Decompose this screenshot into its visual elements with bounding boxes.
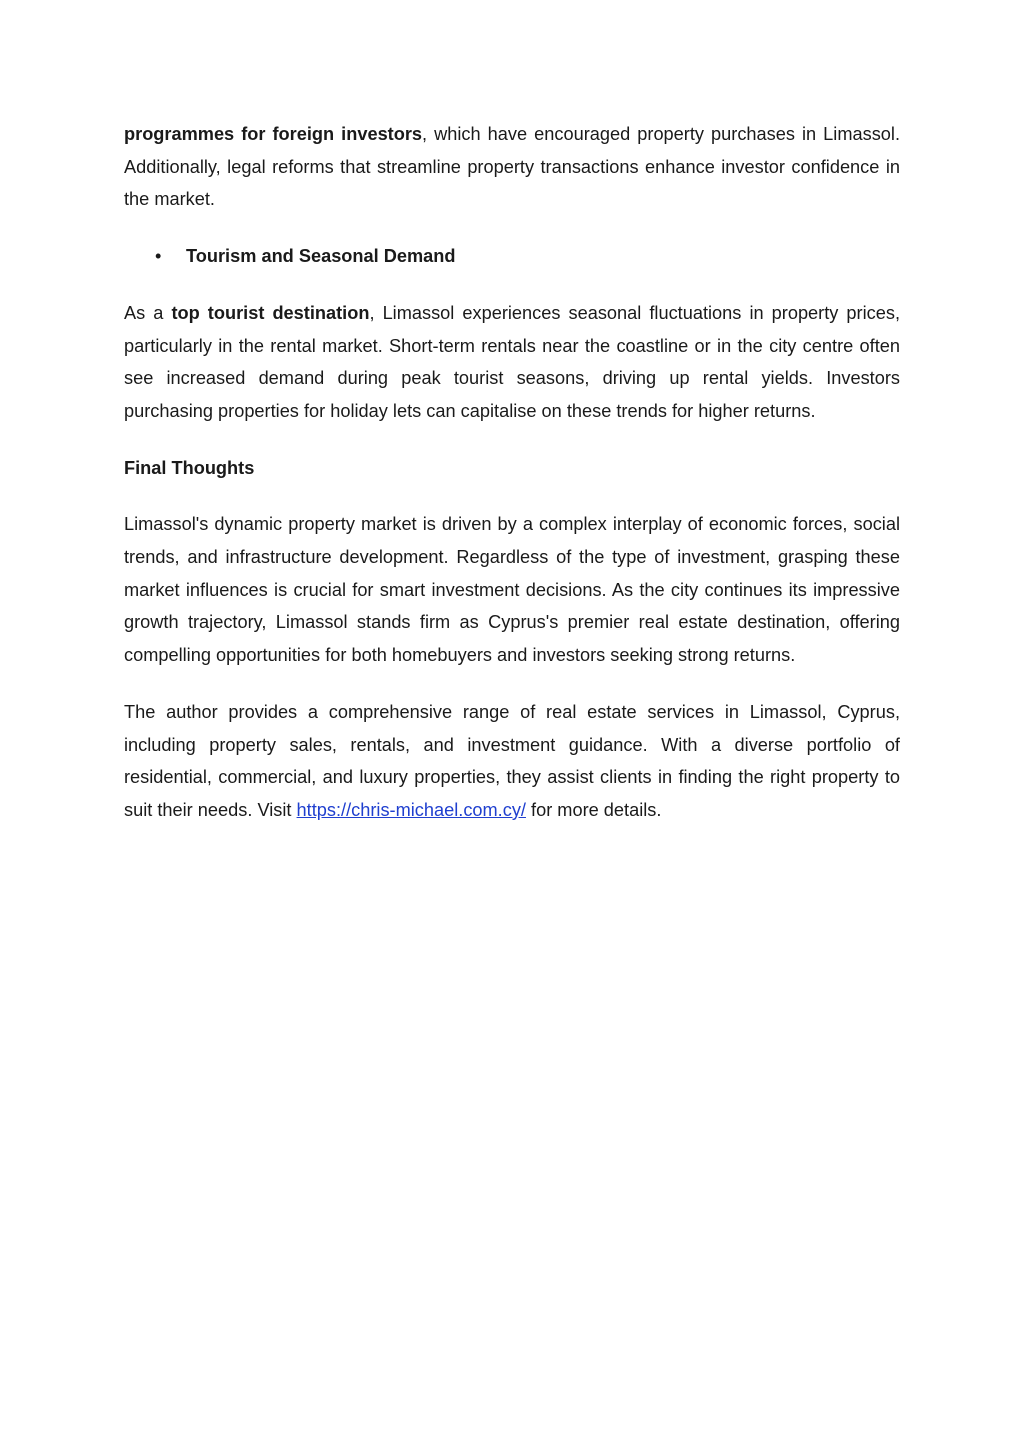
bold-phrase-top-tourist-destination: top tourist destination	[171, 302, 370, 323]
paragraph-tourism	[124, 297, 900, 428]
document-page	[124, 118, 900, 827]
paragraph-final-thoughts: Limassol's dynamic property market is driven by a complex interplay of economic forces, social trends, and infrastructure development. Regardless of the type of investment, grasping these market influences is crucial for smart investment decisions. As the city continues its impressive growth trajectory, Limassol stands firm as Cyprus's premier real estate destination, offering compelling opportunities for both homebuyers and investors seeking strong returns.	[124, 514, 900, 666]
paragraph-lead: As a	[124, 302, 172, 323]
bullet-label: Tourism and Seasonal Demand	[186, 246, 456, 267]
paragraph-author	[124, 696, 900, 827]
website-link[interactable]: https://chris-michael.com.cy/	[296, 799, 526, 820]
paragraph-investor-programmes	[124, 118, 900, 216]
section-heading-final-thoughts: Final Thoughts	[124, 457, 255, 478]
paragraph-text: , which have encouraged property purchases in Limassol. Additionally, legal reforms that streamline property transactions enhance investor confidence in the market.	[124, 124, 900, 210]
bullet-item-tourism	[124, 240, 900, 273]
bold-phrase-foreign-investors: programmes for foreign investors	[124, 124, 423, 144]
bullet-icon: •	[155, 246, 162, 267]
paragraph-text: , Limassol experiences seasonal fluctuations in property prices, particularly in the rental market. Short-term rentals near the coastline or in the city centre often see increased demand during peak tourist seasons, driving up rental yields. Investors purchasing properties for holiday lets can capitalise on these trends for higher returns.	[124, 302, 901, 421]
paragraph-text-end: for more details.	[525, 799, 662, 820]
paragraph-text: The author provides a comprehensive range of real estate services in Limassol, Cyprus, including property sales, rentals, and investment guidance. With a diverse portfolio of residential, commercial, and luxury properties, they assist clients in finding the right property to suit their needs. Visit	[124, 701, 900, 820]
